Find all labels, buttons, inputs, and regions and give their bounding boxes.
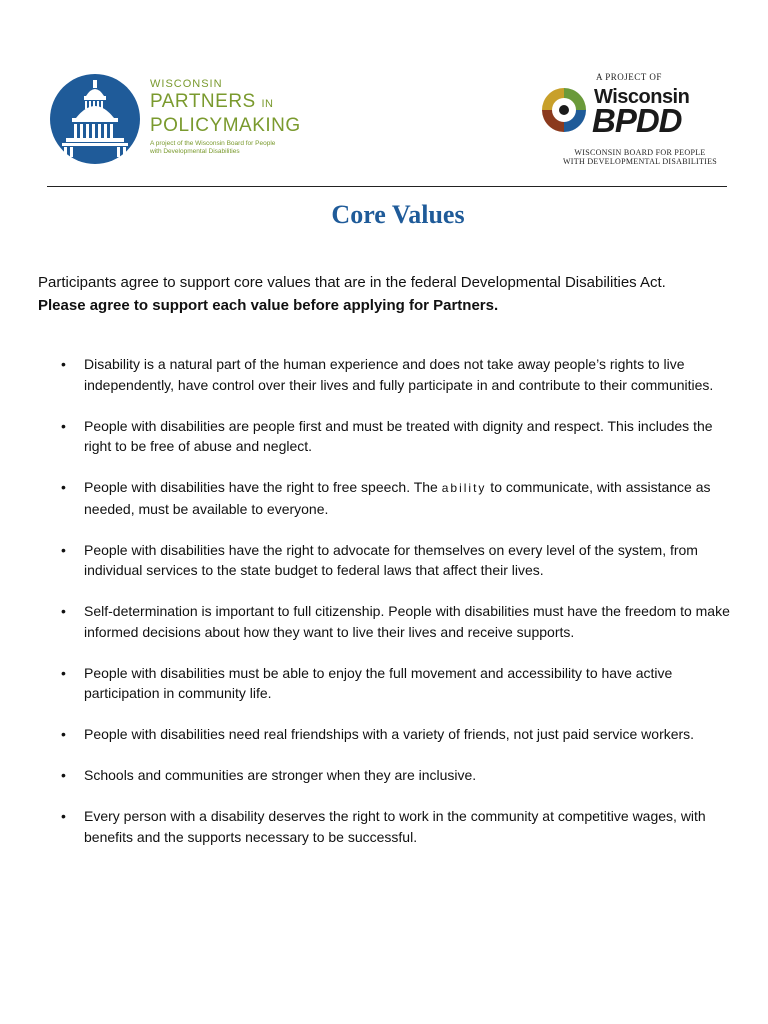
value-text: Schools and communities are stronger when they are inclusive.: [84, 767, 477, 783]
capitol-dome-icon: [50, 74, 140, 164]
bpdd-subtitle-line-2: WITH DEVELOPMENTAL DISABILITIES: [562, 157, 718, 166]
list-item: [58, 765, 738, 786]
intro-text: Participants agree to support core values that are in the federal Developmental Disabilities Act.: [38, 274, 666, 291]
value-text: People with disabilities must be able to enjoy the full movement and accessibility to have active participation in community life.: [84, 664, 673, 701]
logo-partners-line: [150, 91, 320, 115]
list-item: [58, 724, 738, 745]
logo-tagline-line-1: A project of the Wisconsin Board for People: [150, 140, 276, 147]
intro-bold-instruction: Please agree to support each value before applying for Partners.: [38, 297, 499, 314]
list-item: [58, 806, 738, 847]
value-text: People with disabilities need real friendships with a variety of friends, not just paid service workers.: [84, 726, 695, 742]
bpdd-subtitle-line-1: WISCONSIN BOARD FOR PEOPLE: [574, 148, 706, 157]
list-item: [58, 354, 738, 395]
logo-policymaking-text: POLICYMAKING: [150, 115, 301, 136]
partners-logo-wordmark: [150, 78, 320, 156]
list-item: [58, 416, 738, 457]
bullet-icon: •: [61, 479, 66, 495]
bullet-icon: •: [61, 417, 66, 434]
partners-in-policymaking-logo: [50, 74, 310, 164]
value-text-spaced: ability: [441, 481, 487, 495]
bullet-icon: •: [61, 541, 66, 558]
bpdd-acronym-text: BPDD: [592, 102, 682, 139]
list-item: [58, 477, 738, 519]
page-title: Core Values: [331, 200, 465, 229]
page-header: [0, 0, 768, 190]
list-item: [58, 663, 738, 704]
bpdd-project-of-text: A PROJECT OF: [596, 72, 662, 82]
bullet-icon: •: [61, 726, 66, 742]
logo-in-text: IN: [261, 98, 274, 110]
value-text: People with disabilities are people first and must be treated with dignity and respect. This includes the right to be free of abuse and neglect.: [84, 417, 713, 454]
bpdd-wisconsin-text: Wisconsin: [594, 86, 690, 108]
wisconsin-bpdd-logo: [536, 72, 726, 172]
logo-tagline: [150, 140, 320, 156]
list-item: [58, 540, 738, 581]
bullet-icon: •: [61, 603, 66, 619]
value-text: Every person with a disability deserves the right to work in the community at competitive wages, with benefits and the supports necessary to be successful.: [84, 808, 706, 845]
logo-partners-text: PARTNERS: [150, 91, 256, 112]
bpdd-swirl-icon: [538, 84, 590, 136]
value-text-before: People with disabilities have the right to free speech. The: [84, 479, 442, 495]
bpdd-subtitle: [560, 148, 720, 166]
value-text: People with disabilities have the right to advocate for themselves on every level of the system, from individual services to the state budget to federal laws that affect their lives.: [84, 541, 698, 578]
bullet-icon: •: [61, 356, 66, 372]
value-text: Self-determination is important to full citizenship. People with disabilities must have the freedom to make informed decisions about how they want to live their lives and receive supports.: [84, 603, 730, 640]
value-text-after: to communicate, with assistance as needed, must be available to everyone.: [84, 479, 711, 517]
intro-paragraph: [38, 271, 738, 317]
core-values-list: [58, 354, 738, 868]
logo-tagline-line-2: with Developmental Disabilities: [150, 148, 240, 155]
bullet-icon: •: [61, 767, 66, 783]
header-divider: [47, 186, 727, 187]
bullet-icon: •: [61, 664, 66, 681]
bullet-icon: •: [61, 808, 66, 824]
value-text: Disability is a natural part of the human experience and does not take away people’s rights to live independently, have control over their lives and fully participate in and contribute to their communities.: [84, 356, 714, 393]
logo-wisconsin-text: WISCONSIN: [150, 78, 223, 90]
list-item: [58, 601, 738, 642]
